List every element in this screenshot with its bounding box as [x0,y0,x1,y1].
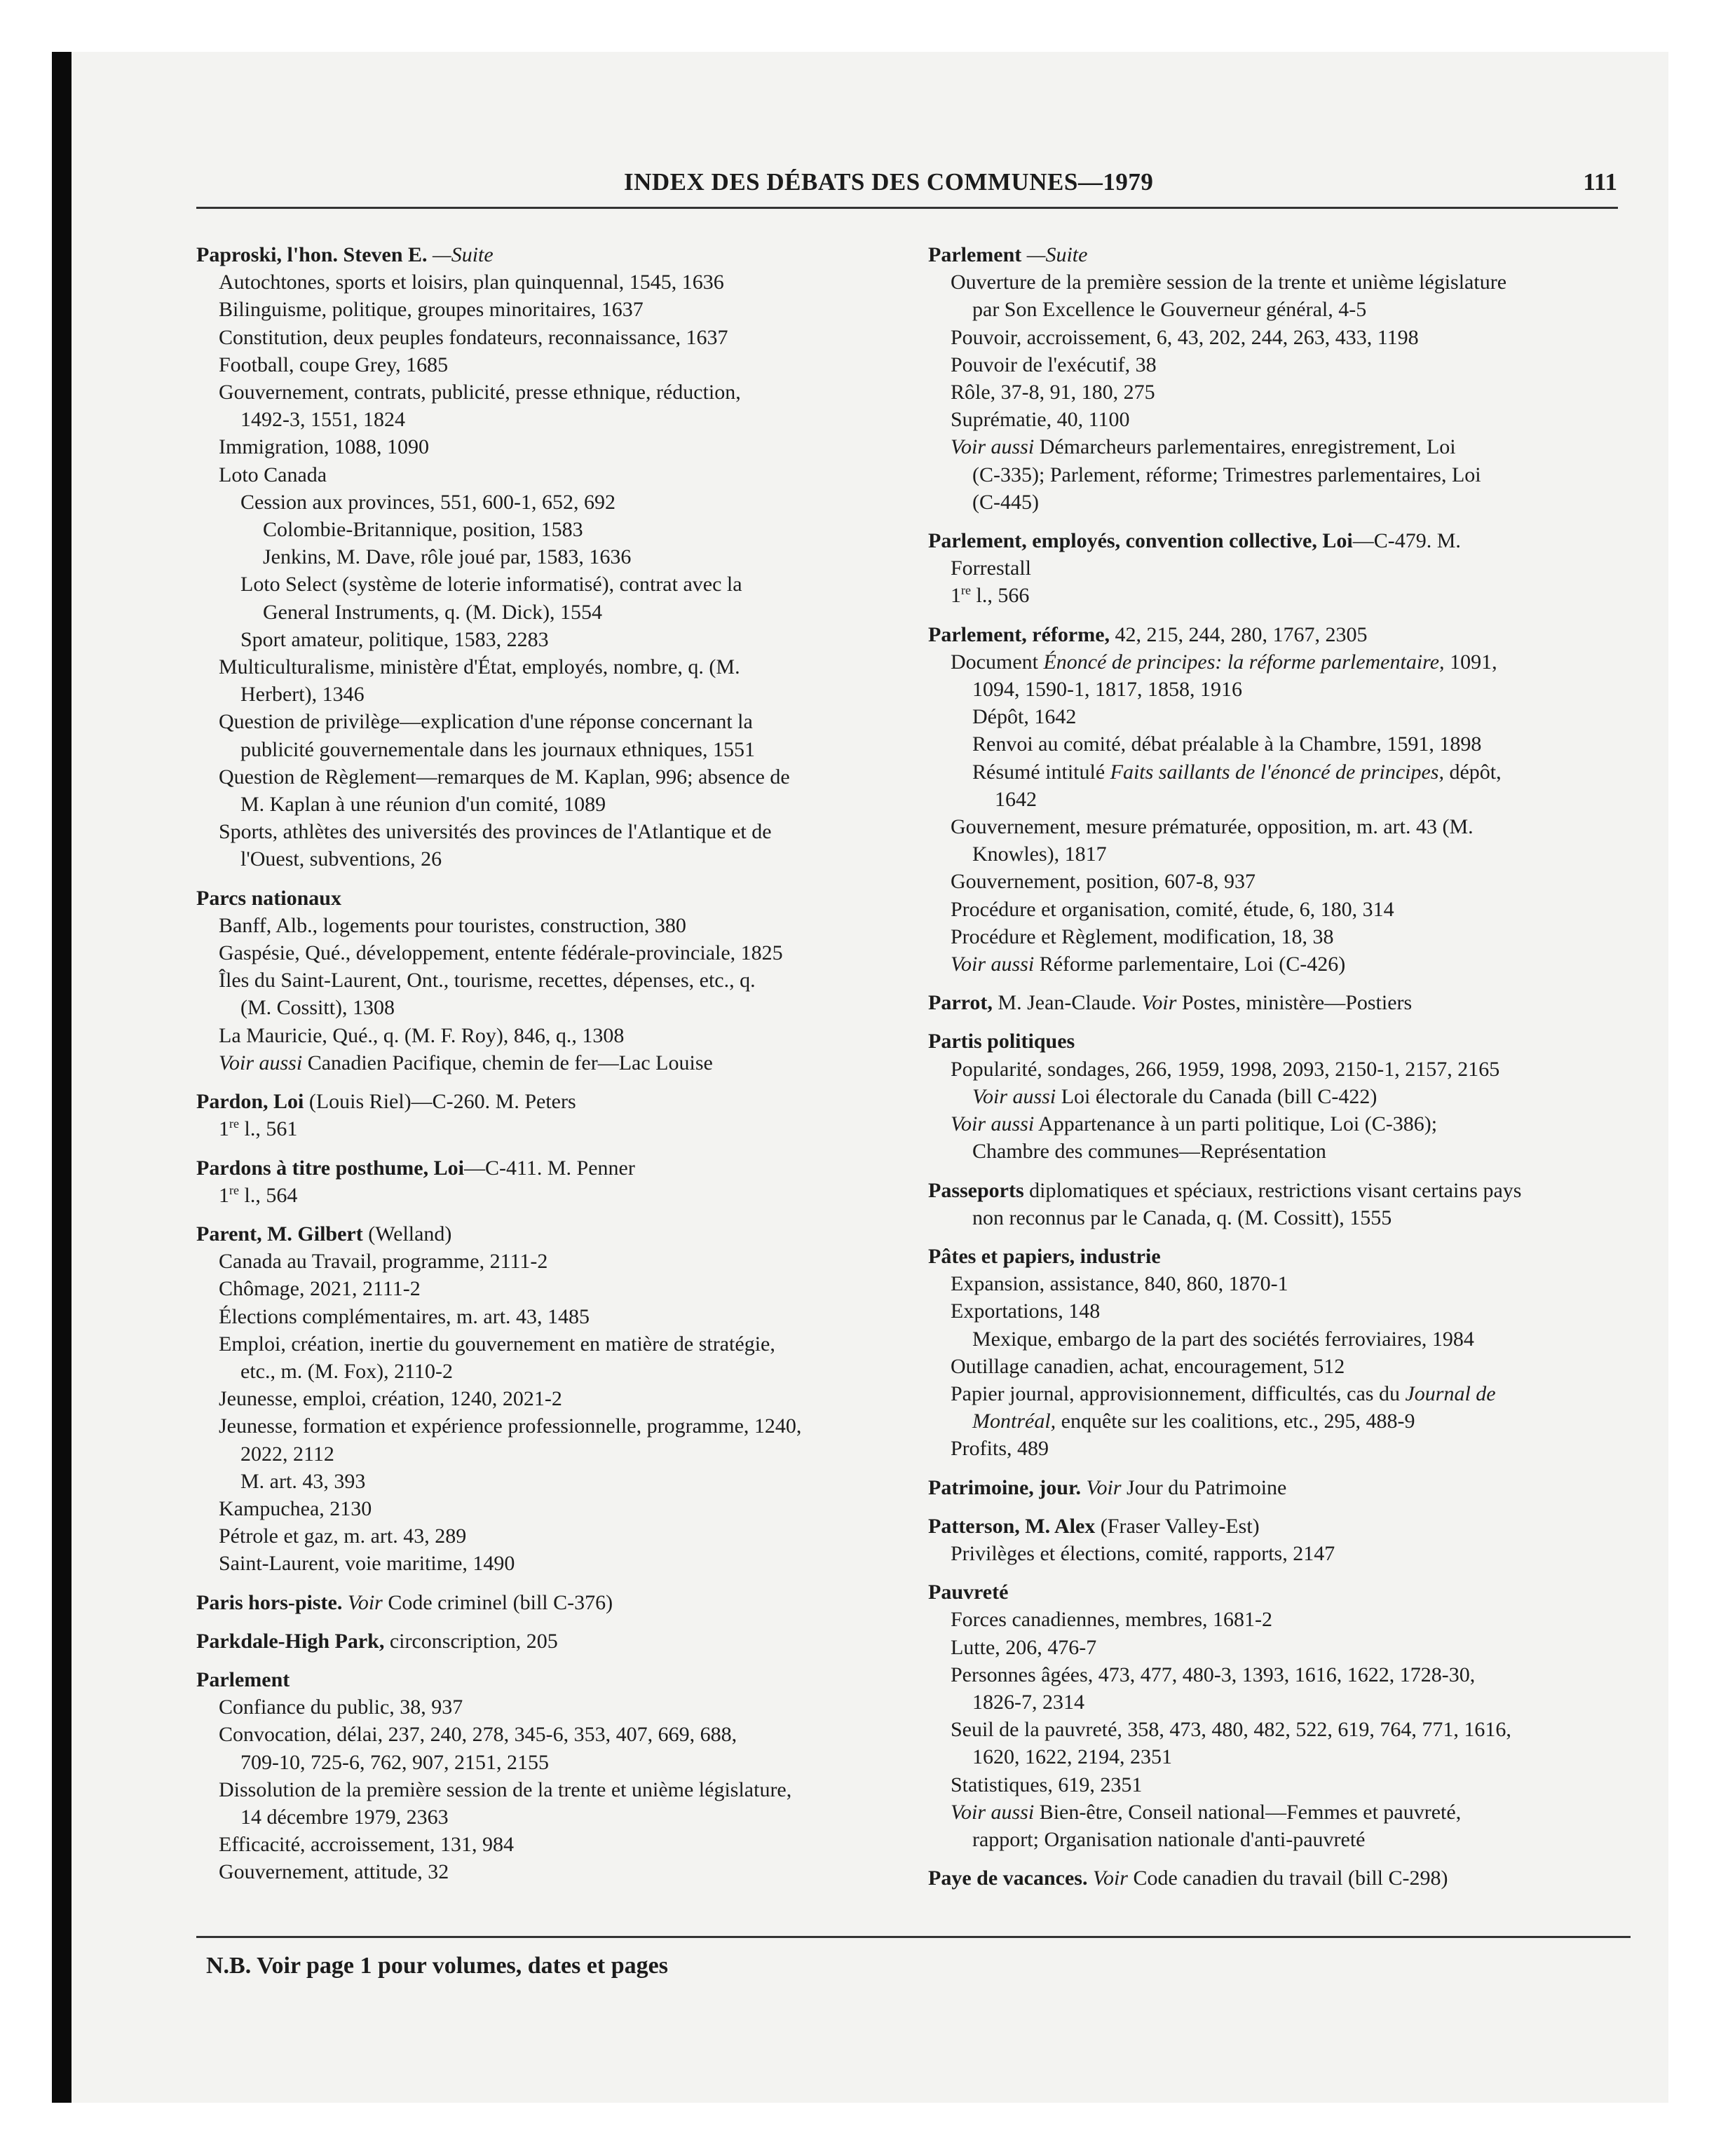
index-entry-pauvrete [928,1578,1629,1853]
subentry [928,1380,1629,1407]
entry-heading [196,241,918,268]
reading-ordinal: re [229,1117,239,1131]
see-also-label: Voir aussi [951,435,1035,459]
subentry-continuation: 1826-7, 2314 [972,1690,1084,1714]
entry-heading-detail: (Fraser Valley-Est) [1095,1514,1260,1538]
sub-sub-subentry: Colombie-Britannique, position, 1583 [263,518,583,542]
subentry: Jeunesse, emploi, création, 1240, 2021-2 [219,1387,562,1411]
index-entry-paye-vacances [928,1864,1629,1892]
see-also-label: Voir aussi [951,1800,1035,1824]
entry-heading [196,1628,918,1655]
subentry-continuation: 2022, 2112 [240,1442,334,1466]
subentry: Gaspésie, Qué., développement, entente fédérale-provinciale, 1825 [219,941,783,965]
entry-heading-name: Parlement, réforme, [928,622,1110,646]
entry-heading [196,1154,918,1182]
publication-title: Journal de [1405,1381,1496,1405]
reading-number: 1 [219,1117,229,1141]
subentry-continuation: (C-335); Parlement, réforme; Trimestres parlementaires, Loi [972,463,1481,486]
subentry-text: Document [951,650,1044,674]
entry-heading [196,1220,918,1248]
entry-heading-name: Passeports [928,1178,1024,1202]
see-also-label: Voir aussi [951,953,1035,976]
subentry-continuation: 1492-3, 1551, 1824 [240,408,405,432]
entry-heading [928,1864,1629,1892]
reading-text: l., 564 [238,1183,298,1207]
subentry: Dissolution de la première session de la trente et unième législature, [219,1778,792,1801]
subentry-continuation: l'Ouest, subventions, 26 [240,847,442,871]
index-entry-parlement-employes [928,527,1629,610]
entry-heading-name: Parlement [928,243,1022,266]
subentry: Seuil de la pauvreté, 358, 473, 480, 482, 522, 619, 764, 771, 1616, [951,1718,1511,1742]
reading-number: 1 [219,1183,229,1207]
entry-heading-name: Parrot, [928,991,993,1015]
document-title: Faits saillants de l'énoncé de principes, [1110,760,1444,784]
reading-text: l., 561 [238,1117,298,1141]
index-entry-paris-hors-piste [196,1589,918,1616]
see-also-text: Appartenance à un parti politique, Loi (C-386); [1034,1112,1438,1136]
subentry-continuation: (M. Cossitt), 1308 [240,996,395,1020]
entry-heading [196,1088,918,1115]
entry-heading: Partis politiques [928,1030,1075,1053]
subentry: La Mauricie, Qué., q. (M. F. Roy), 846, q., 1308 [219,1023,625,1047]
entry-heading-detail: circonscription, 205 [384,1629,558,1653]
subentry: Emploi, création, inertie du gouvernement en matière de stratégie, [219,1332,775,1356]
see-text: Jour du Patrimoine [1121,1475,1287,1499]
see-also-label: Voir aussi [951,1112,1035,1136]
subentry: Gouvernement, position, 607-8, 937 [951,870,1256,894]
reading-number: 1 [951,584,961,608]
subentry: Gouvernement, attitude, 32 [219,1860,449,1884]
see-text: Code canadien du travail (bill C-298) [1127,1867,1448,1890]
entry-heading [196,1589,918,1616]
subentry-continuation: 1620, 1622, 2194, 2351 [972,1745,1172,1769]
subentry: Procédure et Règlement, modification, 18, 38 [951,925,1334,948]
entry-heading-name: Patrimoine, jour. [928,1475,1082,1499]
subentry: Exportations, 148 [951,1299,1101,1323]
sub-subentry [928,758,1629,786]
entry-heading: Parlement [196,1667,290,1691]
subentry: Immigration, 1088, 1090 [219,435,429,459]
binding-edge [52,52,72,2103]
index-entry-patrimoine [928,1474,1629,1501]
subentry: Sports, athlètes des universités des provinces de l'Atlantique et de [219,820,772,844]
sub-subentry: Sport amateur, politique, 1583, 2283 [240,627,549,651]
entry-heading [928,621,1629,648]
index-entry-pates-papiers [928,1243,1629,1463]
subentry: Forces canadiennes, membres, 1681-2 [951,1608,1273,1632]
subentry-text: enquête sur les coalitions, etc., 295, 488-9 [1056,1410,1415,1433]
subentry: Question de privilège—explication d'une réponse concernant la [219,710,753,734]
sub-subentry: Dépôt, 1642 [972,705,1077,729]
subentry-text: Papier journal, approvisionnement, difficultés, cas du [951,1381,1406,1405]
publication-title: Montréal, [972,1410,1056,1433]
see-also-text: Réforme parlementaire, Loi (C-426) [1034,953,1346,976]
subentry: Convocation, délai, 237, 240, 278, 345-6, 353, 407, 669, 688, [219,1723,737,1747]
see-also-label: Voir aussi [972,1084,1056,1108]
index-entry-parlement-suite [928,241,1629,516]
entry-heading-detail: 42, 215, 244, 280, 1767, 2305 [1110,622,1368,646]
subentry-continuation: 14 décembre 1979, 2363 [240,1805,449,1829]
entry-heading: Pâtes et papiers, industrie [928,1244,1161,1268]
subentry-continuation: M. Kaplan à une réunion d'un comité, 1089 [240,793,606,817]
subentry-continuation: 709-10, 725-6, 762, 907, 2151, 2155 [240,1750,549,1774]
entry-heading [928,1177,1629,1204]
document-title: Énoncé de principes: la réforme parlementaire, [1043,650,1445,674]
see-label: Voir [1081,1475,1122,1499]
index-entry-pardon-loi [196,1088,918,1142]
entry-heading-name: Parent, M. Gilbert [196,1222,363,1246]
entry-heading [928,1474,1629,1501]
sub-subentry: Mexique, embargo de la part des sociétés ferroviaires, 1984 [972,1327,1474,1351]
subentry-continuation: Knowles), 1817 [972,842,1107,866]
see-also-line [196,1049,918,1077]
subentry: Bilinguisme, politique, groupes minoritaires, 1637 [219,298,644,322]
entry-heading-name: Parlement, employés, convention collective, Loi [928,529,1353,553]
index-column-right [928,241,1629,1903]
subentry-continuation: General Instruments, q. (M. Dick), 1554 [263,600,603,624]
entry-heading-name: Paris hors-piste. [196,1590,343,1614]
index-entry-patterson [928,1513,1629,1567]
subentry: Gouvernement, contrats, publicité, presse ethnique, réduction, [219,381,741,404]
index-entry-passeports [928,1177,1629,1231]
see-also-text: Bien-être, Conseil national—Femmes et pauvreté, [1034,1800,1462,1824]
sub-subentry: Renvoi au comité, débat préalable à la Chambre, 1591, 1898 [972,732,1482,756]
subentry: Expansion, assistance, 840, 860, 1870-1 [951,1272,1288,1296]
subentry: Saint-Laurent, voie maritime, 1490 [219,1552,515,1576]
subentry-continuation: par Son Excellence le Gouverneur général, 4-5 [972,298,1367,322]
subentry: Élections complémentaires, m. art. 43, 1485 [219,1304,590,1328]
subentry-continuation: rapport; Organisation nationale d'anti-pauvreté [972,1827,1366,1851]
entry-heading-detail: (Louis Riel)—C-260. M. Peters [304,1090,576,1114]
see-also-text: Canadien Pacifique, chemin de fer—Lac Louise [302,1051,713,1074]
heading-continuation: Forrestall [951,557,1031,580]
reading-line [196,1182,918,1209]
subentry: Procédure et organisation, comité, étude, 6, 180, 314 [951,897,1394,921]
subentry-continuation: publicité gouvernementale dans les journaux ethniques, 1551 [240,737,755,761]
entry-heading [928,989,1629,1016]
index-entry-parrot [928,989,1629,1016]
subentry: Popularité, sondages, 266, 1959, 1998, 2093, 2150-1, 2157, 2165 [951,1057,1500,1081]
subentry: Statistiques, 619, 2351 [951,1773,1143,1796]
subentry: Confiance du public, 38, 937 [219,1696,463,1719]
subentry-continuation: 1094, 1590-1, 1817, 1858, 1916 [972,678,1242,702]
subentry-text: dépôt, [1443,760,1502,784]
see-text: Postes, ministère—Postiers [1176,991,1413,1015]
subentry: Canada au Travail, programme, 2111-2 [219,1250,548,1274]
subentry: Football, coupe Grey, 1685 [219,353,449,376]
see-also-text: Démarcheurs parlementaires, enregistrement, Loi [1034,435,1456,459]
see-text: Code criminel (bill C-376) [382,1590,613,1614]
entry-heading-name: Parkdale-High Park, [196,1629,385,1653]
sub-subentry: M. art. 43, 393 [240,1469,366,1493]
reading-ordinal: re [961,583,971,598]
entry-heading-name: Pardon, Loi [196,1090,304,1114]
subentry: Pouvoir, accroissement, 6, 43, 202, 244, 263, 433, 1198 [951,325,1419,349]
entry-heading-name: Paproski, l'hon. Steven E. [196,243,428,266]
entry-heading [928,527,1629,554]
subentry-continuation: etc., m. (M. Fox), 2110-2 [240,1359,454,1383]
reading-line [928,582,1629,609]
subentry: Personnes âgées, 473, 477, 480-3, 1393, 1616, 1622, 1728-30, [951,1663,1476,1686]
index-entry-parkdale-high-park [196,1628,918,1655]
subentry-continuation: Chambre des communes—Représentation [972,1140,1326,1164]
suite-label: —Suite [1021,243,1088,266]
index-entry-parcs-nationaux [196,885,918,1077]
subentry: Question de Règlement—remarques de M. Kaplan, 996; absence de [219,765,790,789]
subentry: Suprématie, 40, 1100 [951,408,1130,432]
entry-heading-name: Paye de vacances. [928,1867,1088,1890]
entry-heading-detail: —C-411. M. Penner [463,1156,635,1180]
index-column-left [196,241,918,1897]
sub-subentry: Cession aux provinces, 551, 600-1, 652, 692 [240,490,615,514]
index-entry-paproski [196,241,918,873]
subentry-text: Résumé intitulé [972,760,1110,784]
reading-line [196,1115,918,1142]
see-also-line [928,1083,1629,1110]
subentry: Loto Canada [219,463,327,486]
index-entry-parlement-reforme [928,621,1629,978]
index-entry-parent-gilbert [196,1220,918,1578]
footer-note: N.B. Voir page 1 pour volumes, dates et pages [206,1953,668,1979]
page-title: INDEX DES DÉBATS DES COMMUNES—1979 [624,168,1154,196]
page-number: 111 [1583,168,1617,196]
subentry: Pouvoir de l'exécutif, 38 [951,353,1157,376]
entry-heading: Parcs nationaux [196,886,341,910]
reading-text: l., 566 [970,584,1030,608]
subentry-continuation: (C-445) [972,490,1039,514]
subentry: Kampuchea, 2130 [219,1496,372,1520]
index-entry-pardons-posthume [196,1154,918,1209]
heading-continuation: non reconnus par le Canada, q. (M. Cossitt), 1555 [972,1206,1392,1229]
subentry-continuation: Herbert), 1346 [240,683,365,707]
subentry: Efficacité, accroissement, 131, 984 [219,1833,514,1857]
see-label: Voir [1141,991,1177,1015]
subentry-text: 1091, [1444,650,1497,674]
entry-heading [928,241,1629,268]
subentry: Profits, 489 [951,1437,1049,1461]
subentry: Ouverture de la première session de la trente et unième législature [951,271,1507,294]
reading-ordinal: re [229,1182,239,1197]
sub-sub-subentry: Jenkins, M. Dave, rôle joué par, 1583, 1636 [263,545,632,569]
subentry: Gouvernement, mesure prématurée, opposition, m. art. 43 (M. [951,815,1474,839]
entry-heading [928,1513,1629,1540]
entry-heading-detail: M. Jean-Claude. [992,991,1142,1015]
subentry: Îles du Saint-Laurent, Ont., tourisme, recettes, dépenses, etc., q. [219,969,756,992]
see-also-line [928,1799,1629,1826]
subentry: Constitution, deux peuples fondateurs, reconnaissance, 1637 [219,325,728,349]
see-label: Voir [342,1590,383,1614]
footer-rule [196,1936,1631,1938]
subentry: Rôle, 37-8, 91, 180, 275 [951,381,1155,404]
subentry: Banff, Alb., logements pour touristes, construction, 380 [219,913,686,937]
subentry-continuation: 1642 [995,787,1037,811]
subentry: Autochtones, sports et loisirs, plan quinquennal, 1545, 1636 [219,271,724,294]
see-also-line [928,433,1629,460]
entry-heading-detail: (Welland) [362,1222,452,1246]
subentry: Pétrole et gaz, m. art. 43, 289 [219,1524,467,1548]
entry-heading-name: Patterson, M. Alex [928,1514,1096,1538]
see-also-text: Loi électorale du Canada (bill C-422) [1056,1084,1377,1108]
see-label: Voir [1087,1867,1128,1890]
header-rule [196,207,1618,209]
subentry: Outillage canadien, achat, encouragement, 512 [951,1354,1345,1378]
see-also-line [928,1110,1629,1138]
subentry: Privilèges et élections, comité, rapports, 2147 [951,1541,1335,1565]
subentry: Jeunesse, formation et expérience professionnelle, programme, 1240, [219,1414,802,1438]
entry-heading-name: Pardons à titre posthume, Loi [196,1156,464,1180]
sub-subentry: Loto Select (système de loterie informatisé), contrat avec la [240,573,742,596]
subentry: Chômage, 2021, 2111-2 [219,1277,421,1301]
suite-label: —Suite [427,243,494,266]
subentry [928,648,1629,676]
entry-heading-detail: —C-479. M. [1352,529,1461,553]
index-entry-partis-politiques [928,1028,1629,1165]
entry-heading: Pauvreté [928,1581,1009,1604]
subentry: Lutte, 206, 476-7 [951,1635,1097,1659]
index-entry-parlement [196,1666,918,1886]
entry-heading-detail: diplomatiques et spéciaux, restrictions visant certains pays [1023,1178,1522,1202]
see-also-line [928,950,1629,978]
see-also-label: Voir aussi [219,1051,303,1074]
subentry-continuation [928,1407,1629,1435]
subentry: Multiculturalisme, ministère d'État, employés, nombre, q. (M. [219,655,740,679]
